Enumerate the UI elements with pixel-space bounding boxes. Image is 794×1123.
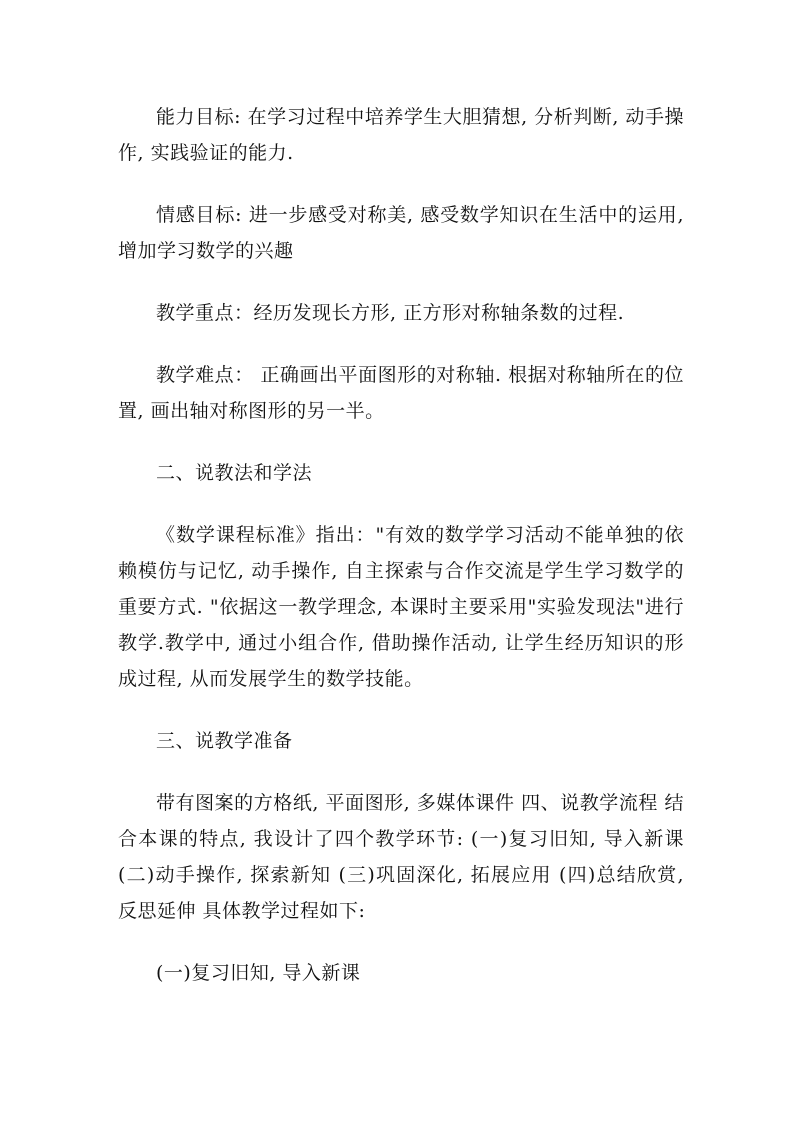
emotion-goal-paragraph: 情感目标: 进一步感受对称美, 感受数学知识在生活中的运用, 增加学习数学的兴趣 — [118, 204, 684, 262]
teaching-difficulty-paragraph: 教学难点： 正确画出平面图形的对称轴. 根据对称轴所在的位置, 画出轴对称图形的另一半。 — [118, 364, 684, 422]
section-heading-preparation: 三、说教学准备 — [156, 730, 293, 752]
teaching-focus-paragraph: 教学重点：经历发现长方形, 正方形对称轴条数的过程. — [156, 302, 625, 324]
ability-goal-paragraph: 能力目标: 在学习过程中培养学生大胆猜想, 分析判断, 动手操作, 实践验证的能力. — [118, 106, 684, 164]
section-heading-methods: 二、说教法和学法 — [156, 462, 313, 484]
methods-paragraph: 《数学课程标准》指出："有效的数学学习活动不能单独的依赖模仿与记忆, 动手操作, 自主探索与合作交流是学生学习数学的重要方式. "依据这一教学理念, 本课时主要采用"实验发现法"进行教学.教学中, 通过小组合作, 借助操作活动, 让学生经历知识的形成过程, 从而发展学生的数学技能。 — [118, 524, 684, 690]
subsection-heading-review: (一)复习旧知, 导入新课 — [156, 962, 361, 984]
preparation-flow-paragraph: 带有图案的方格纸, 平面图形, 多媒体课件 四、说教学流程 结合本课的特点, 我设计了四个教学环节: (一)复习旧知, 导入新课 (二)动手操作, 探索新知 (三)巩固深化, 拓展应用 (四)总结欣赏, 反思延伸 具体教学过程如下: — [118, 792, 684, 922]
document-body — [118, 99, 684, 1017]
